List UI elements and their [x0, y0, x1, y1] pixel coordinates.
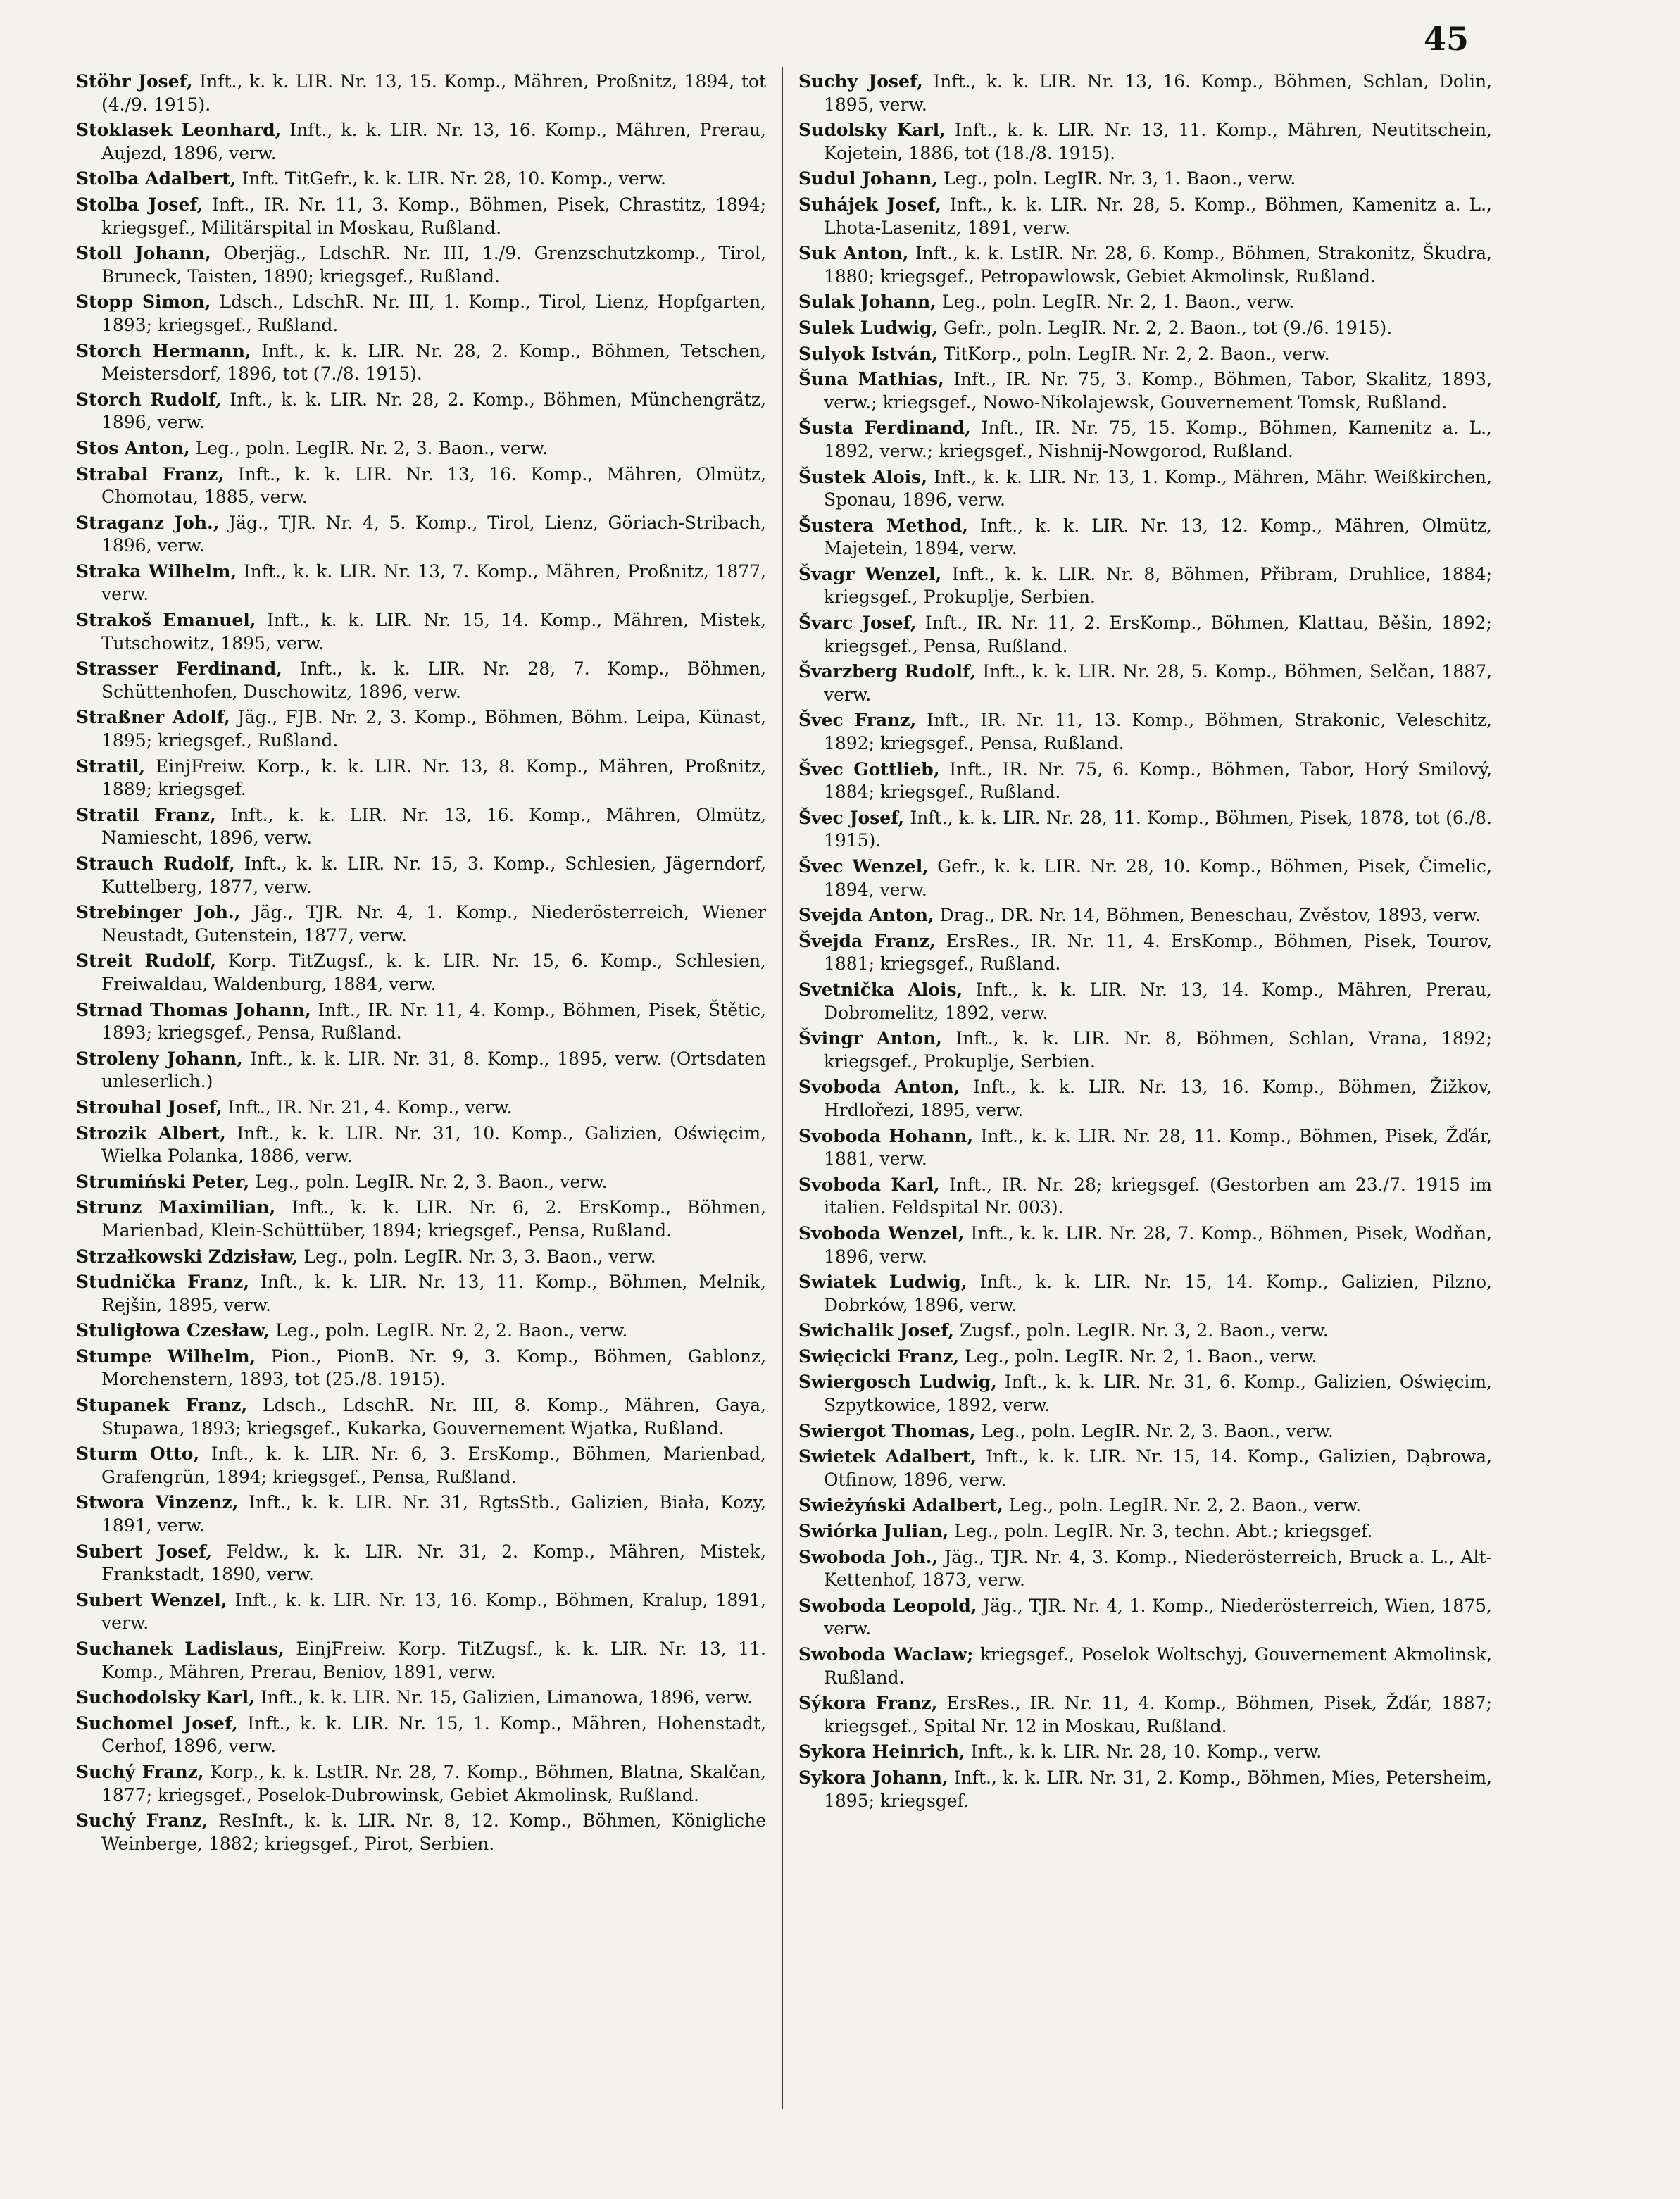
entry-name: Strouhal Josef, — [76, 1096, 222, 1117]
entry-details: EinjFreiw. Korp. TitZugsf., k. k. LIR. Nr. 13, 11. Komp., Mähren, Prerau, Beniov, 1891, verw. — [101, 1639, 766, 1682]
register-entry — [798, 1027, 1492, 1073]
entry-name: Šustek Alois, — [798, 466, 927, 487]
entry-name: Stratil, — [76, 756, 146, 777]
entry-name: Strumiński Peter, — [76, 1171, 250, 1192]
entry-name: Strozik Albert, — [76, 1122, 226, 1144]
entry-details: Inft., k. k. LIR. Nr. 28, 7. Komp., Böhmen, Pisek, Wodňan, 1896, verw. — [824, 1222, 1493, 1267]
right-column — [798, 70, 1492, 1815]
entry-details: Jäg., TJR. Nr. 4, 5. Komp., Tirol, Lienz, Göriach-Stribach, 1896, verw. — [101, 512, 766, 556]
register-entry — [798, 168, 1492, 191]
register-entry — [76, 706, 766, 752]
register-entry — [798, 1271, 1492, 1317]
entry-name: Sykora Heinrich, — [798, 1741, 965, 1762]
register-entry — [798, 515, 1492, 560]
register-entry — [76, 756, 766, 801]
entry-details: Pion., PionB. Nr. 9, 3. Komp., Böhmen, Gablonz, Morchenstern, 1893, tot (25./8. 1915). — [101, 1346, 766, 1390]
entry-name: Swieżyński Adalbert, — [798, 1495, 1003, 1516]
entry-details: Inft., k. k. LIR. Nr. 15, 14. Komp., Mähren, Mistek, Tutschowitz, 1895, verw. — [101, 610, 766, 653]
register-entry — [798, 1692, 1492, 1738]
entry-name: Švec Wenzel, — [798, 856, 929, 877]
register-entry — [798, 1546, 1492, 1592]
register-entry — [76, 119, 766, 165]
register-entry — [798, 70, 1492, 116]
entry-details: EinjFreiw. Korp., k. k. LIR. Nr. 13, 8. Komp., Mähren, Proßnitz, 1889; kriegsgef. — [101, 756, 766, 800]
entry-name: Swięcicki Franz, — [798, 1346, 960, 1367]
register-entry — [76, 1171, 766, 1194]
entry-name: Swiergosch Ludwig, — [798, 1372, 997, 1393]
entry-name: Švarzberg Rudolf, — [798, 661, 976, 682]
entry-details: ResInft., k. k. LIR. Nr. 8, 12. Komp., Böhmen, Königliche Weinberge, 1882; kriegsgef., Pirot, Serbien. — [101, 1810, 766, 1854]
entry-details: Leg., poln. LegIR. Nr. 2, 3. Baon., verw. — [975, 1420, 1334, 1441]
entry-details: ErsRes., IR. Nr. 11, 4. ErsKomp., Böhmen, Pisek, Tourov, 1881; kriegsgef., Rußland. — [824, 930, 1493, 975]
entry-name: Stumpe Wilhelm, — [76, 1346, 256, 1367]
entry-details: Oberjäg., LdschR. Nr. III, 1./9. Grenzschutzkomp., Tirol, Bruneck, Taisten, 1890; kriegsgef., Rußland. — [101, 243, 766, 287]
register-entry — [798, 1371, 1492, 1417]
entry-details: Gefr., poln. LegIR. Nr. 2, 2. Baon., tot (9./6. 1915). — [938, 317, 1393, 338]
register-entry — [76, 291, 766, 337]
register-entry — [798, 904, 1492, 927]
entry-name: Straßner Adolf, — [76, 707, 230, 728]
entry-name: Strauch Rudolf, — [76, 853, 235, 874]
entry-name: Swichalik Josef, — [798, 1320, 955, 1341]
entry-name: Storch Hermann, — [76, 340, 251, 361]
register-entry — [76, 1394, 766, 1440]
entry-details: Inft., k. k. LIR. Nr. 13, 11. Komp., Böhmen, Melnik, Rejšin, 1895, verw. — [101, 1272, 766, 1315]
entry-name: Suk Anton, — [798, 243, 909, 264]
register-entry — [798, 660, 1492, 706]
register-entry — [76, 1712, 766, 1758]
entry-name: Stwora Vinzenz, — [76, 1492, 239, 1513]
register-entry — [76, 1443, 766, 1489]
entry-details: Inft., k. k. LIR. Nr. 15, Galizien, Limanowa, 1896, verw. — [254, 1687, 753, 1708]
entry-details: TitKorp., poln. LegIR. Nr. 2, 2. Baon., verw. — [937, 343, 1330, 364]
entry-name: Suchý Franz, — [76, 1761, 204, 1782]
register-entry — [76, 1491, 766, 1537]
entry-name: Švingr Anton, — [798, 1028, 942, 1049]
entry-name: Švec Josef, — [798, 807, 905, 828]
entry-details: Inft., k. k. LIR. Nr. 15, 1. Komp., Mähren, Hohenstadt, Cerhof, 1896, verw. — [101, 1712, 766, 1757]
register-entry — [798, 1320, 1492, 1343]
entry-name: Swoboda Waclaw; — [798, 1644, 974, 1665]
register-entry — [798, 1643, 1492, 1689]
register-entry — [76, 1048, 766, 1094]
entry-name: Swietek Adalbert, — [798, 1446, 977, 1467]
entry-details: Inft., IR. Nr. 75, 15. Komp., Böhmen, Kamenitz a. L., 1892, verw.; kriegsgef., Nishnij-Nowgorod, Rußland. — [824, 418, 1492, 461]
register-entry — [798, 317, 1492, 340]
register-entry — [76, 901, 766, 947]
entry-details: Leg., poln. LegIR. Nr. 3, 3. Baon., verw. — [298, 1246, 656, 1267]
register-entry — [798, 979, 1492, 1025]
entry-details: Zugsf., poln. LegIR. Nr. 3, 2. Baon., verw. — [954, 1320, 1329, 1341]
entry-details: Inft., k. k. LIR. Nr. 15, 14. Komp., Galizien, Dąbrowa, Otfinow, 1896, verw. — [824, 1446, 1493, 1490]
register-entry — [76, 1589, 766, 1635]
entry-name: Subert Wenzel, — [76, 1589, 227, 1610]
entry-name: Subert Josef, — [76, 1541, 213, 1562]
register-entry — [798, 1076, 1492, 1122]
entry-name: Stoklasek Leonhard, — [76, 120, 282, 141]
register-entry — [76, 194, 766, 239]
entry-details: Inft., IR. Nr. 11, 3. Komp., Böhmen, Pisek, Chrastitz, 1894; kriegsgef., Militärspital in Moskau, Rußland. — [101, 194, 766, 238]
register-entry — [798, 1174, 1492, 1220]
entry-details: Jäg., TJR. Nr. 4, 1. Komp., Niederösterreich, Wien, 1875, verw. — [824, 1595, 1492, 1639]
entry-name: Svoboda Wenzel, — [798, 1222, 965, 1243]
entry-name: Swiórka Julian, — [798, 1521, 949, 1542]
register-entry — [798, 1346, 1492, 1369]
register-entry — [76, 389, 766, 434]
entry-details: Inft., IR. Nr. 11, 2. ErsKomp., Böhmen, Klattau, Běšin, 1892; kriegsgef., Pensa, Rußland. — [824, 613, 1492, 656]
register-entry — [798, 343, 1492, 366]
entry-details: Inft., k. k. LIR. Nr. 13, 15. Komp., Mähren, Proßnitz, 1894, tot (4./9. 1915). — [101, 71, 766, 115]
entry-name: Studnička Franz, — [76, 1272, 250, 1293]
entry-details: Inft., IR. Nr. 11, 13. Komp., Böhmen, Strakonic, Veleschitz, 1892; kriegsgef., Pensa, Rußland. — [824, 710, 1492, 754]
register-entry — [76, 853, 766, 898]
entry-details: Leg., poln. LegIR. Nr. 2, 2. Baon., verw. — [270, 1320, 628, 1341]
entry-name: Strzałkowski Zdzisław, — [76, 1246, 299, 1267]
register-entry — [76, 1761, 766, 1807]
register-entry — [798, 930, 1492, 976]
register-entry — [798, 1520, 1492, 1543]
entry-name: Suchanek Ladislaus, — [76, 1639, 284, 1659]
entry-details: Inft., k. k. LIR. Nr. 8, Böhmen, Schlan, Vrana, 1892; kriegsgef., Prokuplje, Serbien. — [824, 1028, 1492, 1072]
entry-details: Korp., k. k. LstIR. Nr. 28, 7. Komp., Böhmen, Blatna, Skalčan, 1877; kriegsgef., Poselok-Dubrowinsk, Gebiet Akmolinsk, Rußland. — [101, 1761, 766, 1805]
register-entry — [76, 999, 766, 1045]
entry-details: Inft., IR. Nr. 28; kriegsgef. (Gestorben am 23./7. 1915 im italien. Feldspital Nr. 003). — [824, 1174, 1493, 1218]
entry-details: Leg., poln. LegIR. Nr. 2, 1. Baon., verw. — [936, 292, 1295, 313]
entry-name: Šuna Mathias, — [798, 369, 944, 390]
entry-name: Švejda Franz, — [798, 930, 936, 951]
page-number: 45 — [1423, 20, 1469, 58]
entry-name: Sulek Ludwig, — [798, 317, 939, 338]
entry-details: Leg., poln. LegIR. Nr. 2, 3. Baon., verw. — [249, 1171, 608, 1192]
register-entry — [798, 1420, 1492, 1443]
entry-details: Drag., DR. Nr. 14, Böhmen, Beneschau, Zvěstov, 1893, verw. — [934, 905, 1481, 926]
entry-details: Inft., k. k. LIR. Nr. 28, 7. Komp., Böhmen, Schüttenhofen, Duschowitz, 1896, verw. — [101, 658, 766, 702]
entry-details: Inft., k. k. LIR. Nr. 13, 16. Komp., Böhmen, Schlan, Dolin, 1895, verw. — [824, 71, 1492, 115]
entry-name: Straganz Joh., — [76, 512, 220, 533]
register-entry — [798, 807, 1492, 853]
entry-name: Stupanek Franz, — [76, 1395, 248, 1416]
register-entry — [76, 512, 766, 558]
entry-details: Inft., k. k. LIR. Nr. 13, 16. Komp., Mähren, Prerau, Aujezd, 1896, verw. — [101, 120, 766, 163]
entry-name: Svetnička Alois, — [798, 979, 963, 1000]
entry-details: Inft., k. k. LIR. Nr. 8, Böhmen, Přibram, Druhlice, 1884; kriegsgef., Prokuplje, Serbien. — [824, 563, 1492, 608]
register-entry — [798, 242, 1492, 288]
left-column — [76, 70, 766, 1858]
entry-details: Inft., k. k. LIR. Nr. 31, 10. Komp., Galizien, Oświęcim, Wielka Polanka, 1886, verw. — [101, 1122, 766, 1167]
entry-details: Inft., k. k. LIR. Nr. 13, 7. Komp., Mähren, Proßnitz, 1877, verw. — [101, 560, 767, 605]
entry-name: Svejda Anton, — [798, 905, 934, 926]
entry-name: Strebinger Joh., — [76, 902, 241, 923]
entry-name: Sulyok István, — [798, 343, 938, 364]
register-entry — [798, 291, 1492, 314]
register-entry — [76, 1686, 766, 1710]
entry-details: Inft., k. k. LIR. Nr. 13, 16. Komp., Böhmen, Žižkov, Hrdlořezi, 1895, verw. — [824, 1077, 1492, 1120]
entry-name: Svoboda Karl, — [798, 1174, 940, 1195]
register-entry — [76, 437, 766, 461]
entry-name: Swoboda Leopold, — [798, 1595, 977, 1616]
entry-name: Stroleny Johann, — [76, 1048, 243, 1069]
register-entry — [76, 1246, 766, 1269]
entry-name: Storch Rudolf, — [76, 389, 222, 410]
entry-name: Švec Gottlieb, — [798, 758, 940, 779]
entry-details: Leg., poln. LegIR. Nr. 3, techn. Abt.; kriegsgef. — [948, 1521, 1373, 1542]
entry-details: Ldsch., LdschR. Nr. III, 1. Komp., Tirol, Lienz, Hopfgarten, 1893; kriegsgef., Rußland. — [101, 292, 766, 335]
entry-details: Inft., k. k. LIR. Nr. 28, 2. Komp., Böhmen, Münchengrätz, 1896, verw. — [101, 389, 766, 433]
entry-details: Feldw., k. k. LIR. Nr. 31, 2. Komp., Mähren, Mistek, Frankstadt, 1890, verw. — [101, 1541, 766, 1585]
register-entry — [76, 609, 766, 655]
entry-name: Svoboda Anton, — [798, 1077, 960, 1098]
register-entry — [76, 1096, 766, 1120]
register-entry — [798, 1125, 1492, 1171]
register-entry — [798, 1595, 1492, 1641]
entry-name: Stolba Adalbert, — [76, 168, 237, 189]
entry-name: Sulak Johann, — [798, 292, 936, 313]
entry-details: Leg., poln. LegIR. Nr. 2, 3. Baon., verw. — [189, 437, 548, 458]
register-entry — [76, 1810, 766, 1855]
register-entry — [76, 658, 766, 703]
entry-name: Strunz Maximilian, — [76, 1197, 276, 1218]
register-entry — [76, 1541, 766, 1586]
register-entry — [798, 1741, 1492, 1764]
entry-details: Inft., k. k. LIR. Nr. 13, 11. Komp., Mähren, Neutitschein, Kojetein, 1886, tot (18./8. 1915). — [824, 120, 1492, 163]
register-entry — [798, 709, 1492, 755]
entry-name: Sýkora Franz, — [798, 1693, 938, 1714]
register-entry — [798, 194, 1492, 239]
register-entry — [76, 1346, 766, 1391]
entry-name: Sykora Johann, — [798, 1767, 948, 1788]
entry-details: Ldsch., LdschR. Nr. III, 8. Komp., Mähren, Gaya, Stupawa, 1893; kriegsgef., Kukarka, Gouvernement Wjatka, Rußland. — [101, 1395, 767, 1439]
entry-name: Stos Anton, — [76, 437, 190, 458]
entry-name: Šusta Ferdinand, — [798, 418, 971, 439]
entry-details: Inft., k. k. LIR. Nr. 28, 10. Komp., verw. — [965, 1741, 1322, 1762]
entry-name: Stöhr Josef, — [76, 71, 193, 92]
entry-details: Inft., IR. Nr. 11, 4. Komp., Böhmen, Pisek, Štětic, 1893; kriegsgef., Pensa, Rußland. — [101, 999, 767, 1044]
register-entry — [76, 560, 766, 606]
entry-details: Inft., k. k. LIR. Nr. 31, RgtsStb., Galizien, Biała, Kozy, 1891, verw. — [101, 1492, 766, 1536]
entry-name: Sudul Johann, — [798, 168, 939, 189]
entry-details: Inft., k. k. LIR. Nr. 15, 3. Komp., Schlesien, Jägerndorf, Kuttelberg, 1877, verw. — [101, 853, 767, 897]
register-entry — [798, 612, 1492, 658]
entry-details: Leg., poln. LegIR. Nr. 2, 2. Baon., verw. — [1003, 1495, 1362, 1516]
register-entry — [76, 1196, 766, 1242]
entry-name: Strakoš Emanuel, — [76, 610, 256, 631]
register-entry — [76, 242, 766, 288]
register-entry — [798, 368, 1492, 414]
entry-details: Inft., k. k. LIR. Nr. 13, 16. Komp., Mähren, Olmütz, Namiescht, 1896, verw. — [101, 804, 767, 848]
entry-details: Jäg., TJR. Nr. 4, 1. Komp., Niederösterreich, Wiener Neustadt, Gutenstein, 1877, verw. — [101, 902, 767, 946]
entry-name: Stopp Simon, — [76, 292, 211, 313]
register-entry — [76, 1271, 766, 1317]
register-entry — [798, 1222, 1492, 1268]
entry-details: Inft., k. k. LIR. Nr. 31, 2. Komp., Böhmen, Mies, Petersheim, 1895; kriegsgef. — [824, 1767, 1492, 1811]
entry-name: Swiergot Thomas, — [798, 1420, 976, 1441]
register-entry — [76, 340, 766, 386]
entry-details: Inft., k. k. LIR. Nr. 28, 11. Komp., Böhmen, Pisek, 1878, tot (6./8. 1915). — [824, 807, 1493, 851]
register-entry — [76, 1638, 766, 1684]
entry-name: Švarc Josef, — [798, 613, 917, 634]
entry-details: Inft., k. k. LIR. Nr. 6, 3. ErsKomp., Böhmen, Marienbad, Grafengrün, 1894; kriegsgef., Pensa, Rußland. — [101, 1443, 766, 1487]
entry-details: Inft., k. k. LIR. Nr. 28, 2. Komp., Böhmen, Tetschen, Meistersdorf, 1896, tot (7./8. 1915). — [101, 340, 766, 384]
entry-details: Inft., IR. Nr. 75, 6. Komp., Böhmen, Tabor, Horý Smilový, 1884; kriegsgef., Rußland. — [824, 758, 1493, 803]
register-entry — [798, 1494, 1492, 1517]
entry-details: Inft., k. k. LIR. Nr. 15, 14. Komp., Galizien, Pilzno, Dobrków, 1896, verw. — [824, 1272, 1492, 1315]
register-entry — [76, 463, 766, 509]
entry-name: Švagr Wenzel, — [798, 563, 942, 584]
entry-name: Strasser Ferdinand, — [76, 658, 282, 679]
entry-details: Inft., k. k. LIR. Nr. 13, 1. Komp., Mähren, Mähr. Weißkirchen, Sponau, 1896, verw. — [824, 466, 1492, 510]
entry-details: ErsRes., IR. Nr. 11, 4. Komp., Böhmen, Pisek, Žďár, 1887; kriegsgef., Spital Nr. 12 in Moskau, Rußland. — [824, 1693, 1492, 1736]
register-entry — [76, 1320, 766, 1343]
entry-details: Inft., k. k. LIR. Nr. 28, 11. Komp., Böhmen, Pisek, Žďár, 1881, verw. — [824, 1125, 1492, 1170]
register-entry — [76, 950, 766, 996]
register-entry — [798, 466, 1492, 512]
register-entry — [798, 1446, 1492, 1491]
entry-details: Inft., k. k. LIR. Nr. 13, 16. Komp., Mähren, Olmütz, Chomotau, 1885, verw. — [101, 463, 767, 508]
register-entry — [798, 1767, 1492, 1812]
entry-details: Inft., k. k. LIR. Nr. 31, 8. Komp., 1895, verw. (Ortsdaten unleserlich.) — [101, 1048, 766, 1092]
entry-name: Suhájek Josef, — [798, 194, 941, 215]
register-entry — [76, 1122, 766, 1168]
entry-details: Inft., IR. Nr. 75, 3. Komp., Böhmen, Tabor, Skalitz, 1893, verw.; kriegsgef., Nowo-Nikolajewsk, Gouvernement Tomsk, Rußland. — [824, 369, 1492, 413]
entry-details: Inft. TitGefr., k. k. LIR. Nr. 28, 10. Komp., verw. — [236, 168, 666, 189]
entry-name: Svoboda Hohann, — [798, 1125, 974, 1146]
entry-name: Stuligłowa Czesław, — [76, 1320, 270, 1341]
entry-details: Inft., k. k. LIR. Nr. 13, 12. Komp., Mähren, Olmütz, Majetein, 1894, verw. — [824, 515, 1492, 559]
entry-details: Korp. TitZugsf., k. k. LIR. Nr. 15, 6. Komp., Schlesien, Freiwaldau, Waldenburg, 1884, verw. — [101, 951, 766, 994]
entry-name: Suchý Franz, — [76, 1810, 208, 1831]
register-entry — [798, 119, 1492, 165]
entry-details: Inft., k. k. LIR. Nr. 28, 5. Komp., Böhmen, Kamenitz a. L., Lhota-Lasenitz, 1891, verw. — [824, 194, 1492, 238]
entry-name: Strnad Thomas Johann, — [76, 999, 311, 1020]
entry-details: Inft., k. k. LIR. Nr. 13, 14. Komp., Mähren, Prerau, Dobromelitz, 1892, verw. — [824, 979, 1492, 1023]
entry-details: Inft., k. k. LstIR. Nr. 28, 6. Komp., Böhmen, Strakonitz, Škudra, 1880; kriegsgef., Petropawlowsk, Gebiet Akmolinsk, Rußland. — [824, 243, 1492, 287]
register-entry — [76, 168, 766, 191]
entry-name: Stratil Franz, — [76, 804, 216, 825]
entry-name: Strabal Franz, — [76, 463, 225, 484]
entry-details: Leg., poln. LegIR. Nr. 2, 1. Baon., verw. — [959, 1346, 1317, 1367]
register-entry — [76, 70, 766, 116]
entry-name: Swiatek Ludwig, — [798, 1272, 967, 1293]
entry-details: Inft., k. k. LIR. Nr. 6, 2. ErsKomp., Böhmen, Marienbad, Klein-Schüttüber, 1894; kriegsgef., Pensa, Rußland. — [101, 1197, 766, 1241]
register-entry — [76, 804, 766, 850]
entry-name: Sturm Otto, — [76, 1443, 200, 1465]
entry-details: Inft., IR. Nr. 21, 4. Komp., verw. — [222, 1096, 513, 1117]
entry-name: Suchomel Josef, — [76, 1712, 238, 1734]
register-entry — [798, 417, 1492, 463]
entry-name: Streit Rudolf, — [76, 951, 217, 972]
register-entry — [798, 563, 1492, 609]
column-divider — [782, 67, 783, 2109]
register-entry — [798, 856, 1492, 901]
entry-details: Leg., poln. LegIR. Nr. 3, 1. Baon., verw. — [938, 168, 1296, 189]
entry-name: Suchodolsky Karl, — [76, 1687, 255, 1708]
entry-name: Šustera Method, — [798, 515, 968, 536]
entry-name: Švec Franz, — [798, 710, 917, 731]
entry-details: Gefr., k. k. LIR. Nr. 28, 10. Komp., Böhmen, Pisek, Čimelic, 1894, verw. — [824, 856, 1492, 900]
entry-name: Straka Wilhelm, — [76, 560, 237, 582]
register-entry — [798, 758, 1492, 804]
entry-details: kriegsgef., Poselok Woltschyj, Gouvernement Akmolinsk, Rußland. — [824, 1644, 1492, 1688]
entry-name: Stoll Johann, — [76, 243, 211, 264]
entry-details: Jäg., FJB. Nr. 2, 3. Komp., Böhmen, Böhm. Leipa, Künast, 1895; kriegsgef., Rußland. — [101, 707, 766, 751]
entry-name: Swoboda Joh., — [798, 1546, 939, 1567]
entry-details: Inft., k. k. LIR. Nr. 28, 5. Komp., Böhmen, Selčan, 1887, verw. — [824, 661, 1492, 705]
entry-details: Inft., k. k. LIR. Nr. 31, 6. Komp., Galizien, Oświęcim, Szpytkowice, 1892, verw. — [824, 1372, 1492, 1416]
entry-details: Jäg., TJR. Nr. 4, 3. Komp., Niederösterreich, Bruck a. L., Alt-Kettenhof, 1873, verw. — [824, 1546, 1493, 1591]
entry-name: Stolba Josef, — [76, 194, 203, 215]
entry-name: Suchy Josef, — [798, 71, 923, 92]
entry-details: Inft., k. k. LIR. Nr. 13, 16. Komp., Böhmen, Kralup, 1891, verw. — [101, 1589, 767, 1634]
entry-name: Sudolsky Karl, — [798, 120, 946, 141]
